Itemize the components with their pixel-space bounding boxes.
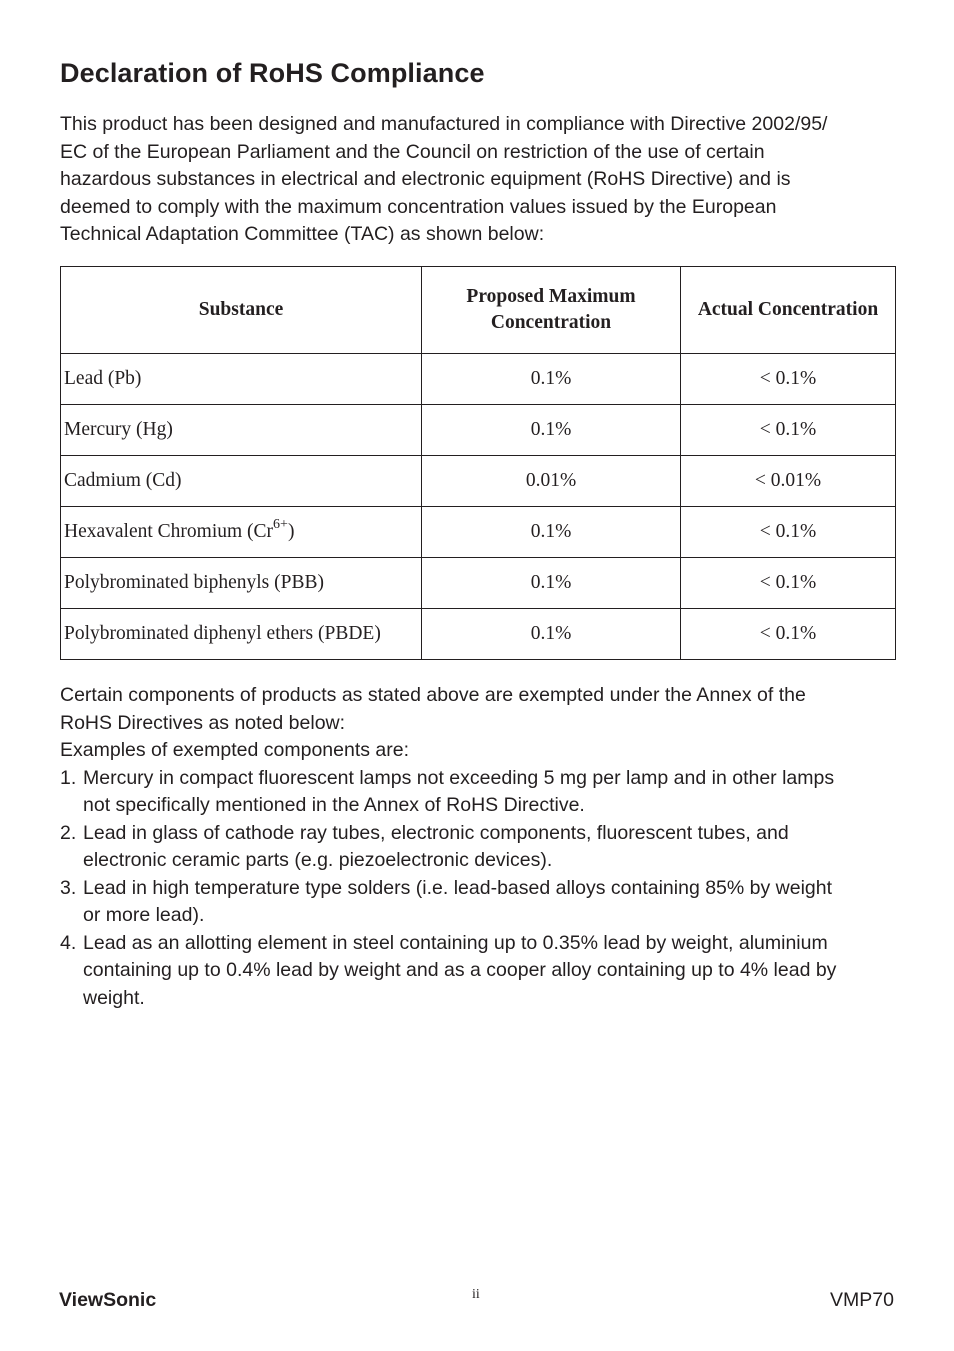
table-header-row (61, 267, 896, 354)
header-proposed-line2: Concentration (490, 312, 612, 333)
table-row (61, 456, 896, 507)
cell-proposed: 0.1% (422, 405, 681, 456)
cell-actual: < 0.01% (681, 456, 896, 507)
cell-substance: Polybrominated biphenyls (PBB) (61, 558, 422, 609)
intro-line: hazardous substances in electrical and electronic equipment (RoHS Directive) and is (60, 168, 791, 190)
intro-paragraph (60, 111, 890, 249)
page-title: Declaration of RoHS Compliance (60, 58, 485, 88)
header-proposed-line1: Proposed Maximum (466, 286, 636, 307)
header-actual: Actual Concentration (681, 267, 896, 354)
cell-proposed: 0.1% (422, 558, 681, 609)
cell-proposed: 0.1% (422, 507, 681, 558)
cell-substance (61, 507, 422, 558)
footer-model: VMP70 (830, 1289, 894, 1311)
table-row (61, 609, 896, 660)
table-row (61, 354, 896, 405)
intro-line: deemed to comply with the maximum concentration values issued by the European (60, 195, 777, 218)
list-number: 2. (60, 821, 77, 844)
list-number: 4. (60, 931, 77, 954)
superscript-charge: 6+ (273, 516, 288, 532)
intro-line: This product has been designed and manufactured in compliance with Directive 2002/95/ (60, 113, 828, 135)
exemption-list (60, 765, 900, 1013)
list-number: 3. (60, 876, 77, 899)
notes-line: RoHS Directives as noted below: (60, 711, 346, 734)
cell-actual: < 0.1% (681, 507, 896, 558)
cell-actual: < 0.1% (681, 405, 896, 456)
cell-substance: Mercury (Hg) (61, 405, 422, 456)
header-proposed (422, 267, 681, 354)
footer-page-number: ii (472, 1287, 480, 1302)
cell-proposed: 0.01% (422, 456, 681, 507)
list-text: not specifically mentioned in the Annex of RoHS Directive. (83, 794, 585, 816)
rohs-table (60, 266, 896, 660)
intro-line: Technical Adaptation Committee (TAC) as shown below: (60, 223, 545, 245)
list-text: Lead in high temperature type solders (i.e. lead-based alloys containing 85% by weight (83, 876, 833, 899)
list-text: electronic ceramic parts (e.g. piezoelectronic devices). (83, 849, 553, 871)
cell-proposed: 0.1% (422, 609, 681, 660)
list-number: 1. (60, 766, 77, 789)
table-row (61, 507, 896, 558)
cell-actual: < 0.1% (681, 558, 896, 609)
cell-actual: < 0.1% (681, 354, 896, 405)
list-text: Mercury in compact fluorescent lamps not exceeding 5 mg per lamp and in other lamps (83, 766, 835, 789)
cell-substance: Polybrominated diphenyl ethers (PBDE) (61, 609, 422, 660)
list-text: containing up to 0.4% lead by weight and as a cooper alloy containing up to 4% lead by (83, 959, 837, 981)
footer-brand: ViewSonic (59, 1289, 157, 1311)
substance-name: Hexavalent Chromium (Cr (64, 521, 274, 542)
list-text: Lead as an allotting element in steel containing up to 0.35% lead by weight, aluminium (83, 931, 828, 954)
table-row (61, 405, 896, 456)
cell-substance: Lead (Pb) (61, 354, 422, 405)
list-text: or more lead). (83, 904, 205, 926)
cell-substance: Cadmium (Cd) (61, 456, 422, 507)
list-item (60, 765, 900, 820)
notes-line: Examples of exempted components are: (60, 739, 410, 761)
list-item (60, 875, 900, 930)
notes-line: Certain components of products as stated above are exempted under the Annex of the (60, 684, 806, 706)
cell-actual: < 0.1% (681, 609, 896, 660)
list-text: Lead in glass of cathode ray tubes, electronic components, fluorescent tubes, and (83, 821, 789, 844)
substance-close-paren: ) (287, 521, 295, 542)
list-item (60, 820, 900, 875)
list-item (60, 930, 900, 1013)
cell-proposed: 0.1% (422, 354, 681, 405)
header-substance: Substance (61, 267, 422, 354)
intro-line: EC of the European Parliament and the Council on restriction of the use of certain (60, 140, 765, 163)
exemption-notes (60, 682, 900, 1012)
list-text: weight. (83, 986, 145, 1009)
table-row (61, 558, 896, 609)
